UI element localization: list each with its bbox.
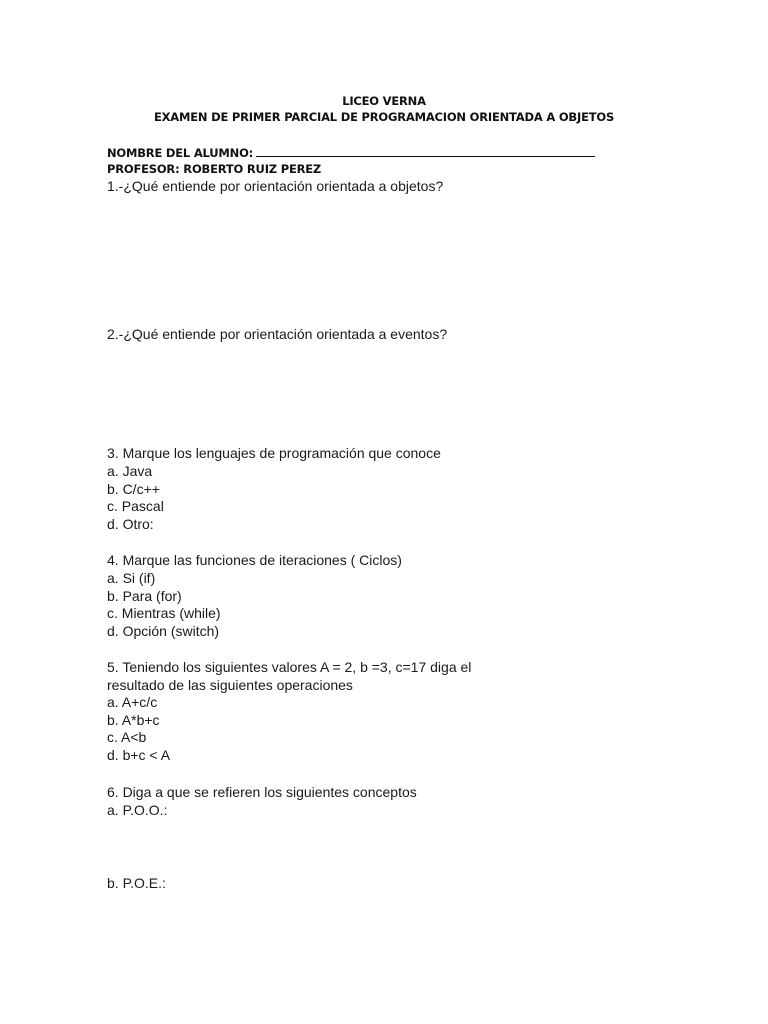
- question-6: [107, 784, 417, 820]
- question-3-option-a: a. Java: [107, 462, 153, 479]
- question-4: [107, 552, 402, 641]
- question-4-prompt: 4. Marque las funciones de iteraciones ( Ciclos): [107, 552, 402, 568]
- question-5-option-b: b. A*b+c: [107, 711, 160, 728]
- student-name-row: [107, 146, 595, 160]
- question-2: 2.-¿Qué entiende por orientación orientada a eventos?: [107, 326, 448, 342]
- question-5-option-d: d. b+c < A: [107, 746, 171, 763]
- question-5-prompt-line-1: 5. Teniendo los siguientes valores A = 2, b =3, c=17 diga el: [107, 659, 472, 675]
- question-5: [107, 659, 471, 765]
- question-6-option-a: a. P.O.O.:: [107, 801, 168, 818]
- question-6-option-b: b. P.O.E.:: [107, 875, 166, 891]
- question-3-option-b: b. C/c++: [107, 480, 160, 497]
- question-5-prompt-line-2: resultado de las siguientes operaciones: [107, 676, 353, 693]
- question-5-option-a: a. A+c/c: [107, 694, 158, 711]
- question-3: [107, 445, 441, 534]
- question-6-prompt: 6. Diga a que se refieren los siguientes conceptos: [107, 784, 417, 800]
- question-4-option-d: d. Opción (switch): [107, 623, 220, 640]
- school-name: LICEO VERNA: [342, 94, 426, 108]
- question-4-option-c: c. Mientras (while): [107, 605, 221, 622]
- question-3-option-c: c. Pascal: [107, 498, 164, 515]
- question-3-option-d: d. Otro:: [107, 516, 154, 533]
- question-4-option-b: b. Para (for): [107, 587, 182, 604]
- question-5-option-c: c. A<b: [107, 729, 147, 746]
- exam-title: EXAMEN DE PRIMER PARCIAL DE PROGRAMACION ORIENTADA A OBJETOS: [153, 110, 615, 124]
- student-name-label: NOMBRE DEL ALUMNO:: [107, 146, 254, 160]
- question-1: 1.-¿Qué entiende por orientación orientada a objetos?: [107, 178, 444, 194]
- teacher-line: PROFESOR: ROBERTO RUIZ PEREZ: [107, 162, 322, 176]
- student-name-blank-line: [256, 146, 595, 157]
- question-4-option-a: a. Si (if): [107, 569, 156, 586]
- question-3-prompt: 3. Marque los lenguajes de programación que conoce: [107, 445, 441, 461]
